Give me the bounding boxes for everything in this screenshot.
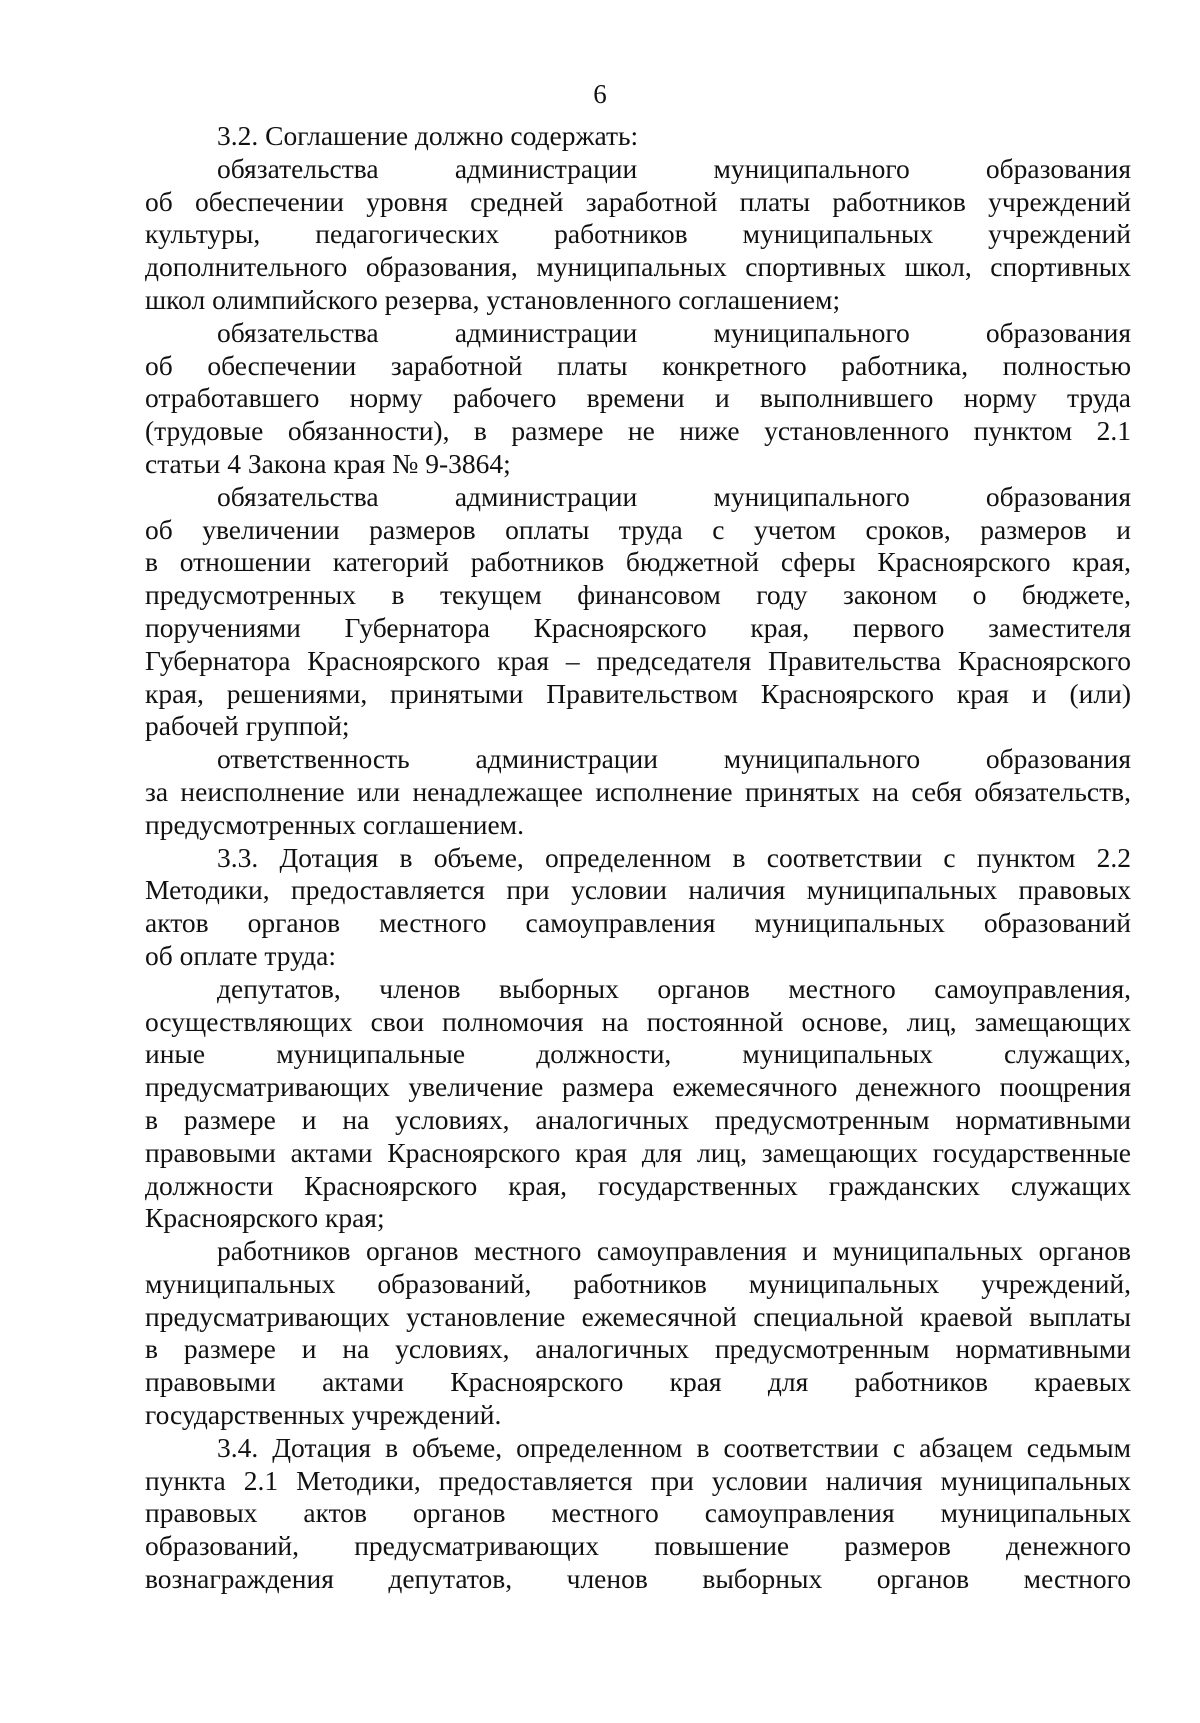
text-line: депутатов, членов выборных органов местного самоуправления, <box>217 972 1131 1004</box>
text-line: края, решениями, принятыми Правительством Красноярского края и (или) <box>145 677 1131 709</box>
text-line: предусматривающих увеличение размера ежемесячного денежного поощрения <box>145 1071 1131 1103</box>
text-line: обязательства администрации муниципального образования <box>217 316 1131 348</box>
text-line: поручениями Губернатора Красноярского края, первого заместителя <box>145 611 1131 643</box>
text-line: правовых актов органов местного самоуправления муниципальных <box>145 1497 1131 1529</box>
text-line: пункта 2.1 Методики, предоставляется при условии наличия муниципальных <box>145 1464 1131 1496</box>
text-line: дополнительного образования, муниципальных спортивных школ, спортивных <box>145 251 1131 283</box>
page-number: 6 <box>593 79 607 109</box>
text-line: в размере и на условиях, аналогичных предусмотренным нормативными <box>145 1333 1131 1365</box>
text-line: предусмотренных в текущем финансовом году законом о бюджете, <box>145 579 1131 611</box>
text-line: отработавшего норму рабочего времени и выполнившего норму труда <box>145 382 1131 414</box>
text-line: культуры, педагогических работников муниципальных учреждений <box>145 218 1131 250</box>
text-line: 3.3. Дотация в объеме, определенном в соответствии с пунктом 2.2 <box>217 841 1131 873</box>
text-line: об обеспечении уровня средней заработной платы работников учреждений <box>145 185 1131 217</box>
text-line: государственных учреждений. <box>145 1399 502 1431</box>
text-line: обязательства администрации муниципального образования <box>217 480 1131 512</box>
text-line: правовыми актами Красноярского края для лиц, замещающих государственные <box>145 1136 1131 1168</box>
text-line: статьи 4 Закона края № 9-3864; <box>145 447 511 479</box>
text-line: должности Красноярского края, государственных гражданских служащих <box>145 1169 1131 1201</box>
text-line: осуществляющих свои полномочия на постоянной основе, лиц, замещающих <box>145 1005 1131 1037</box>
text-line: школ олимпийского резерва, установленного соглашением; <box>145 283 841 315</box>
text-line: 3.4. Дотация в объеме, определенном в соответствии с абзацем седьмым <box>217 1431 1131 1463</box>
text-line: за неисполнение или ненадлежащее исполнение принятых на себя обязательств, <box>145 775 1131 807</box>
text-line: муниципальных образований, работников муниципальных учреждений, <box>145 1267 1131 1299</box>
text-line: правовыми актами Красноярского края для работников краевых <box>145 1366 1131 1398</box>
text-line: работников органов местного самоуправления и муниципальных органов <box>217 1235 1131 1267</box>
text-line: Губернатора Красноярского края – председателя Правительства Красноярского <box>145 644 1131 676</box>
text-line: вознаграждения депутатов, членов выборных органов местного <box>145 1563 1131 1595</box>
text-line: актов органов местного самоуправления муниципальных образований <box>145 907 1131 939</box>
text-line: об оплате труда: <box>145 939 336 971</box>
text-line: ответственность администрации муниципального образования <box>217 743 1131 775</box>
text-line: в размере и на условиях, аналогичных предусмотренным нормативными <box>145 1103 1131 1135</box>
text-line: предусматривающих установление ежемесячной специальной краевой выплаты <box>145 1300 1131 1332</box>
text-line: об обеспечении заработной платы конкретного работника, полностью <box>145 349 1131 381</box>
text-line: Красноярского края; <box>145 1202 385 1234</box>
text-line: об увеличении размеров оплаты труда с учетом сроков, размеров и <box>145 513 1131 545</box>
text-line: Методики, предоставляется при условии наличия муниципальных правовых <box>145 874 1131 906</box>
text-line: обязательства администрации муниципального образования <box>217 152 1131 184</box>
text-line: 3.2. Соглашение должно содержать: <box>217 120 639 151</box>
text-line: (трудовые обязанности), в размере не ниже установленного пунктом 2.1 <box>145 415 1131 447</box>
text-line: предусмотренных соглашением. <box>145 808 524 840</box>
text-line: рабочей группой; <box>145 710 350 742</box>
text-line: в отношении категорий работников бюджетной сферы Красноярского края, <box>145 546 1131 578</box>
text-line: образований, предусматривающих повышение размеров денежного <box>145 1530 1131 1562</box>
text-line: иные муниципальные должности, муниципальных служащих, <box>145 1038 1131 1070</box>
document-body <box>145 120 1131 1596</box>
